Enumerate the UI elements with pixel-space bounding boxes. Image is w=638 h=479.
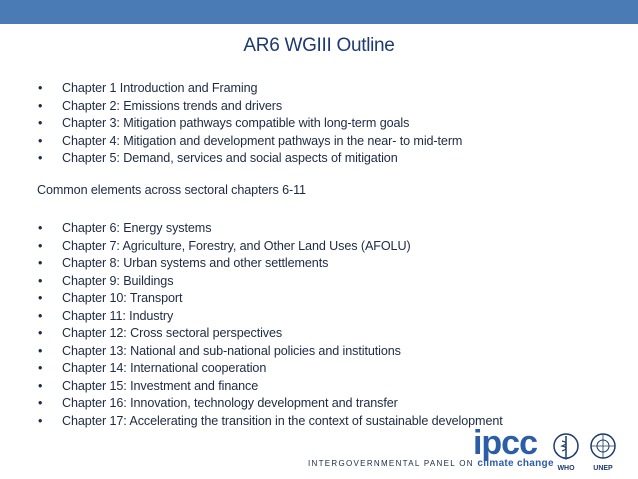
bullet: • [38, 238, 43, 253]
ipcc-logo [300, 424, 554, 473]
chapter-text: Chapter 15: Investment and finance [62, 378, 259, 393]
slide-title: AR6 WGIII Outline [243, 35, 395, 56]
bullet: • [38, 151, 43, 165]
bullet: • [38, 361, 43, 375]
unep-logo [586, 432, 620, 472]
bullet: • [38, 326, 43, 340]
who-logo [552, 432, 580, 472]
ipcc-wordmark: ipcc [472, 424, 537, 462]
chapter-text: Chapter 11: Industry [62, 308, 174, 323]
bullet: • [38, 221, 43, 235]
bullet: • [38, 308, 43, 323]
chapter-text: Chapter 5: Demand, services and social aspects of mitigation [62, 151, 398, 165]
bullet: • [38, 116, 43, 130]
chapter-text: Chapter 3: Mitigation pathways compatible with long-term goals [62, 116, 410, 130]
chapter-text: Chapter 14: International cooperation [62, 361, 267, 375]
chapter-text: Chapter 4: Mitigation and development pathways in the near- to mid-term [62, 133, 463, 148]
chapter-text: Chapter 16: Innovation, technology development and transfer [62, 396, 398, 410]
chapter-text: Chapter 10: Transport [62, 291, 183, 305]
bullet: • [38, 273, 43, 288]
bullet: • [38, 291, 43, 305]
top-accent-bar [0, 0, 638, 24]
bullet: • [38, 396, 43, 410]
chapter-text: Chapter 13: National and sub-national policies and institutions [62, 343, 401, 358]
unep-emblem-icon [586, 432, 620, 462]
bullet: • [38, 413, 43, 428]
bullet: • [38, 98, 43, 113]
chapter-text: Chapter 12: Cross sectoral perspectives [62, 326, 283, 340]
who-emblem-icon [552, 432, 580, 462]
chapter-text: Chapter 17: Accelerating the transition in the context of sustainable development [62, 413, 503, 428]
chapter-text: Chapter 2: Emissions trends and drivers [62, 98, 283, 113]
chapter-text: Chapter 7: Agriculture, Forestry, and Other Land Uses (AFOLU) [62, 238, 411, 253]
who-label: WHO [557, 465, 575, 472]
chapter-text: Chapter 6: Energy systems [62, 221, 212, 235]
bullet: • [38, 133, 43, 148]
chapter-text: Chapter 8: Urban systems and other settlements [62, 256, 329, 270]
chapter-text: Chapter 9: Buildings [62, 273, 174, 288]
ipcc-tagline-emphasis: climate change [477, 458, 554, 469]
bullet: • [38, 256, 43, 270]
unep-label: UNEP [593, 465, 613, 472]
ipcc-tagline-prefix: INTERGOVERNMENTAL PANEL ON [308, 459, 474, 468]
bullet: • [38, 343, 43, 358]
chapter-text: Chapter 1 Introduction and Framing [62, 81, 258, 95]
ipcc-tagline [308, 458, 554, 469]
section-heading: Common elements across sectoral chapters 6-11 [37, 183, 306, 197]
bullet: • [38, 378, 43, 393]
bullet: • [38, 81, 43, 95]
